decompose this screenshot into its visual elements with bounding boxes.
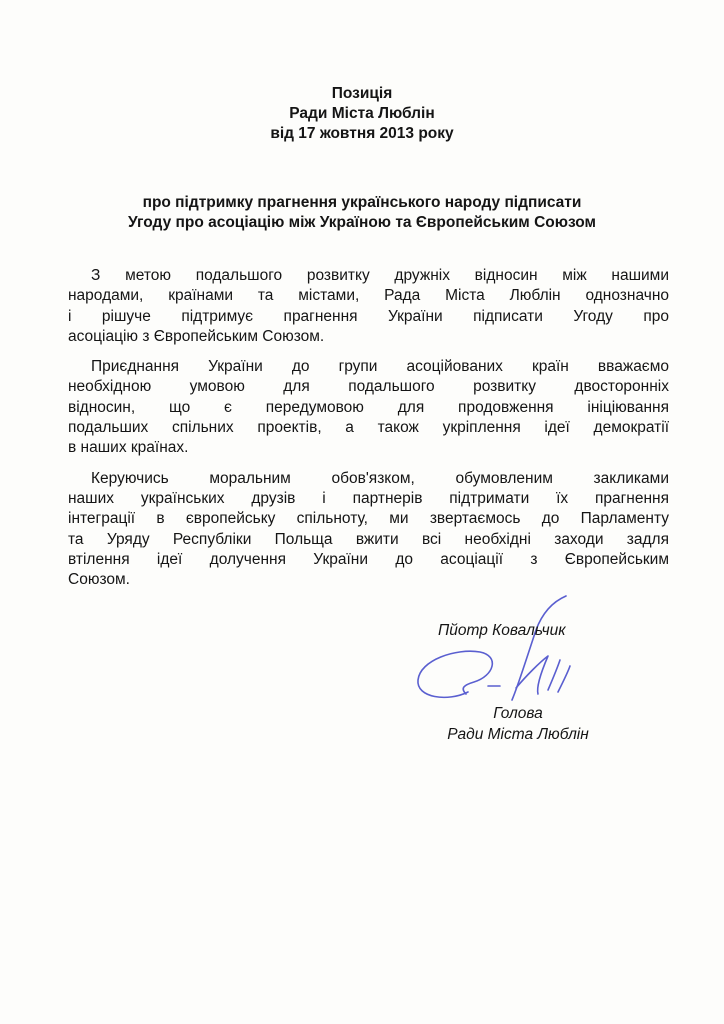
paragraph-1 (68, 266, 669, 347)
heading-line-3: від 17 жовтня 2013 року (270, 125, 454, 142)
heading-line-2: Ради Міста Люблін (289, 105, 435, 122)
paragraph-2 (68, 357, 669, 458)
document-subject (0, 193, 724, 233)
document-body (68, 266, 669, 600)
handwritten-signature (408, 590, 598, 710)
paragraph-line: З метою подальшого розвитку дружніх відносин між нашими (91, 267, 669, 284)
paragraph-line: наших українських друзів і партнерів підтримати їх прагнення (68, 489, 669, 507)
subject-line-2: Угоду про асоціацію між Україною та Європейським Союзом (127, 214, 597, 231)
paragraph-line: відносин, що є передумовою для продовження ініціювання (68, 398, 669, 416)
signatory-title (428, 703, 608, 745)
paragraph-line: та Уряду Республіки Польща вжити всі необхідні заходи задля (68, 530, 669, 548)
paragraph-line: в наших країнах. (68, 439, 189, 457)
paragraph-line: Керуючись моральним обов'язком, обумовленим закликами (91, 469, 669, 487)
heading-line-1: Позиція (331, 85, 393, 102)
signatory-name: Пйотр Ковальчик (438, 622, 566, 639)
paragraph-line: Приєднання України до групи асоційованих країн вважаємо (91, 358, 669, 376)
signatory-title-line-2: Ради Міста Люблін (447, 726, 589, 743)
paragraph-3 (68, 469, 669, 591)
paragraph-line: народами, країнами та містами, Рада Міста Люблін однозначно (68, 287, 669, 305)
document-heading (0, 84, 724, 144)
paragraph-line: Союзом. (68, 571, 130, 589)
paragraph-line: і рішуче підтримує прагнення України підписати Угоду про (68, 307, 669, 325)
paragraph-line: інтеграції в європейську спільноту, ми звертаємось до Парламенту (68, 510, 669, 528)
paragraph-line: асоціацію з Європейським Союзом. (68, 327, 325, 345)
subject-line-1: про підтримку прагнення українського народу підписати (142, 194, 582, 211)
signatory-title-line-1: Голова (493, 705, 543, 722)
paragraph-line: необхідною умовою для подальшого розвитку двосторонніх (68, 378, 669, 396)
paragraph-line: втілення ідеї долучення України до асоціації з Європейським (68, 550, 669, 568)
paragraph-line: подальших спільних проектів, а також укріплення ідеї демократії (68, 419, 669, 437)
